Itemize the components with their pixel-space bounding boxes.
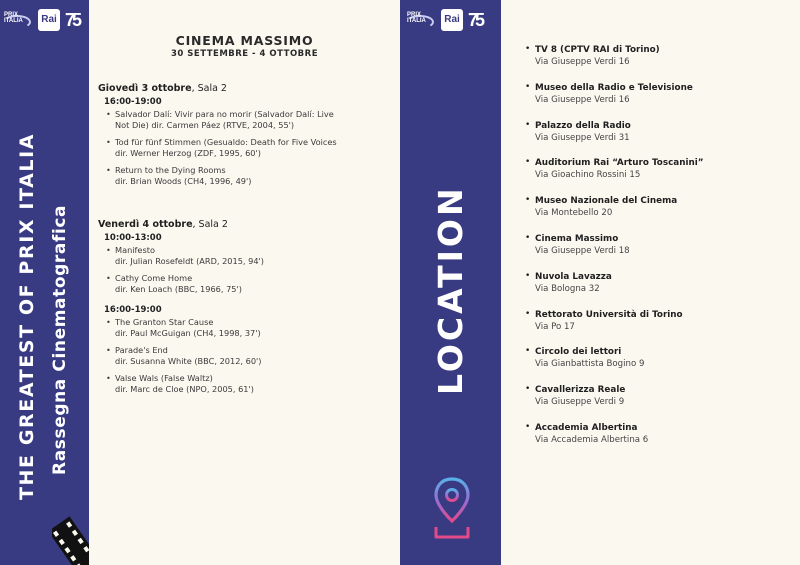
prix-italia-logo: PRIX ITALIA [406, 9, 436, 31]
list-item: • Museo della Radio e Televisione Via Giuseppe Verdi 16 [525, 82, 795, 120]
vertical-title-group [0, 60, 89, 510]
list-item: • Palazzo della Radio Via Giuseppe Verdi 31 [525, 120, 795, 158]
list-item: • Cathy Come Home dir. Ken Loach (BBC, 1966, 75') [98, 273, 386, 295]
slot-time: 16:00-19:00 [104, 97, 162, 107]
list-item: • Cinema Massimo Via Giuseppe Verdi 18 [525, 233, 795, 271]
day-block-thursday [98, 83, 398, 193]
cinema-dates: 30 SETTEMBRE - 4 OTTOBRE [171, 49, 318, 59]
list-item: • Museo Nazionale del Cinema Via Montebello 20 [525, 195, 795, 233]
rai-logo: Rai [441, 9, 463, 31]
list-item: • Circolo dei lettori Via Gianbattista Bogino 9 [525, 346, 795, 384]
list-item: • Nuvola Lavazza Via Bologna 32 [525, 271, 795, 309]
programme-panel [89, 0, 400, 565]
logo-group [3, 9, 85, 31]
seventy-five-logo: 75 [468, 10, 483, 30]
list-item: • Accademia Albertina Via Accademia Albertina 6 [525, 422, 795, 460]
list-item: • Valse Wals (False Waltz) dir. Marc de Cloe (NPO, 2005, 61') [98, 373, 386, 395]
cinema-title: CINEMA MASSIMO [175, 33, 314, 48]
location-title: LOCATION [431, 185, 470, 395]
left-band [0, 0, 89, 565]
list-item: • Manifesto dir. Julian Rosefeldt (ARD, 2015, 94') [98, 245, 386, 267]
day-block-friday [98, 219, 398, 401]
page-subtitle: Rassegna Cinematografica [50, 204, 70, 475]
slot-time: 16:00-19:00 [104, 305, 162, 315]
page-title: THE GREATEST OF PRIX ITALIA [16, 132, 38, 500]
list-item: • TV 8 (CPTV RAI di Torino) Via Giuseppe Verdi 16 [525, 44, 795, 82]
list-item: • Salvador Dalí: Vivir para no morir (Salvador Dalí: Live Not Die) dir. Carmen Páez (RTVE, 2004, 55') [98, 109, 386, 131]
rai-logo: Rai [38, 9, 60, 31]
logo-group [406, 9, 488, 31]
list-item: • Return to the Dying Rooms dir. Brian Woods (CH4, 1996, 49') [98, 165, 386, 187]
slot-time: 10:00-13:00 [104, 233, 162, 243]
list-item: • Tod für fünf Stimmen (Gesualdo: Death for Five Voices dir. Werner Herzog (ZDF, 1995, 60') [98, 137, 386, 159]
list-item: • Rettorato Università di Torino Via Po 17 [525, 309, 795, 347]
film-strip-icon [52, 505, 89, 565]
location-pin-icon [430, 475, 474, 541]
list-item: • Cavallerizza Reale Via Giuseppe Verdi 9 [525, 384, 795, 422]
list-item: • The Granton Star Cause dir. Paul McGuigan (CH4, 1998, 37') [98, 317, 386, 339]
day-heading: Venerdì 4 ottobre, Sala 2 [98, 219, 228, 230]
prix-italia-logo: PRIX ITALIA [3, 9, 33, 31]
seventy-five-logo: 75 [65, 10, 80, 30]
location-list [525, 44, 795, 460]
day-heading: Giovedì 3 ottobre, Sala 2 [98, 83, 227, 94]
list-item: • Parade's End dir. Susanna White (BBC, 2012, 60') [98, 345, 386, 367]
list-item: • Auditorium Rai “Arturo Toscanini” Via Gioachino Rossini 15 [525, 157, 795, 195]
